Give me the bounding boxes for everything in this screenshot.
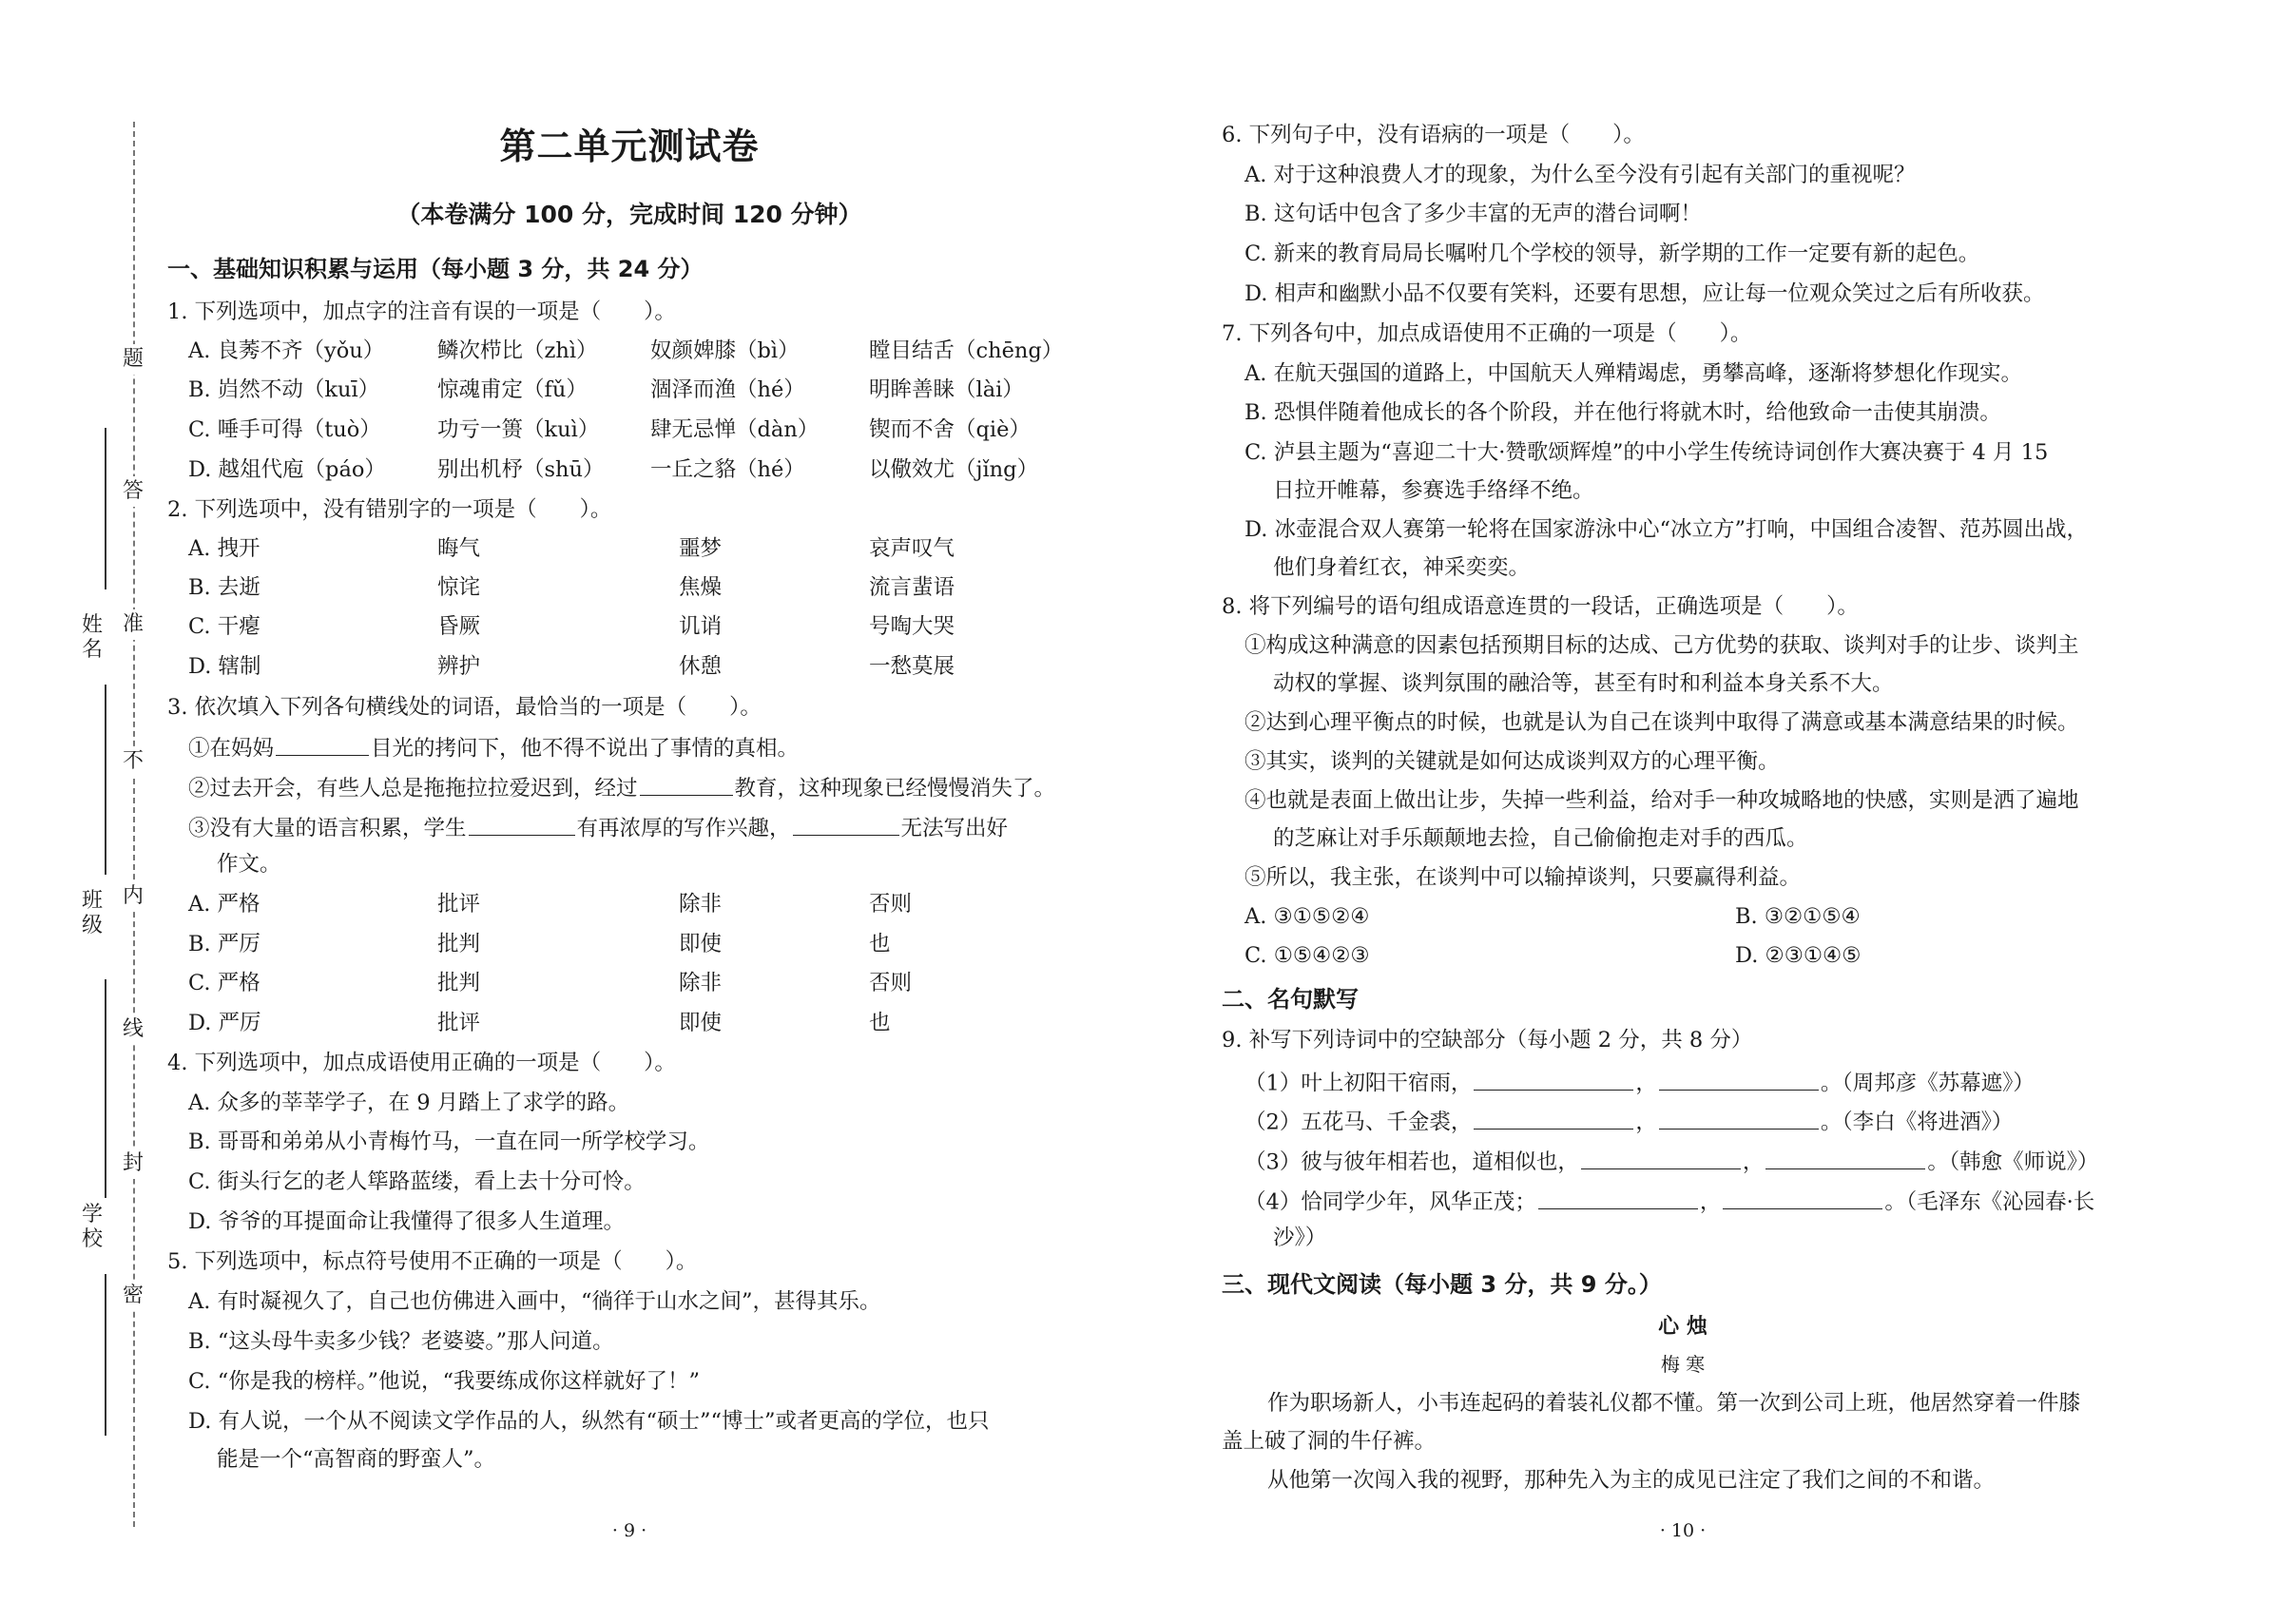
option-cell: 批评	[437, 892, 481, 917]
option-cell: A. 拽开	[188, 536, 260, 561]
sentence-text: 目光的拷问下，他不得不说出了事情的真相。	[371, 736, 800, 762]
option-cell: 瞠目结舌（chēng）	[869, 338, 1064, 363]
q3-stem: 3. 依次填入下列各句横线处的词语，最恰当的一项是（ ）。	[167, 695, 762, 720]
seal-char: 密	[118, 1281, 148, 1311]
option-cell: 别出机杼（shū）	[437, 457, 605, 482]
option-cell: 否则	[869, 971, 913, 995]
sentence-text: 教育，这种现象已经慢慢消失了。	[734, 776, 1056, 801]
option-cell: D. 越俎代庖（páo）	[188, 457, 386, 482]
option-cell: C. 唾手可得（tuò）	[188, 417, 381, 442]
passage-author: 梅 寒	[1660, 1353, 1706, 1376]
option-cell: 晦气	[437, 536, 481, 561]
section-2-heading: 二、名句默写	[1222, 986, 1359, 1013]
option-cell: 休憩	[679, 654, 723, 679]
poem-source: 。（毛泽东《沁园春·长	[1884, 1189, 2095, 1215]
q3-sentence-3-cont: 作文。	[217, 852, 281, 877]
q7-option-cont: 日拉开帷幕，参赛选手络绎不绝。	[1273, 478, 1594, 503]
label-text: 学校	[81, 1203, 103, 1251]
option-cell: C. 干瘪	[188, 614, 260, 639]
q3-sentence-3	[188, 812, 1008, 843]
poem-text: （3）彼与彼年相若也，道相似也，	[1244, 1149, 1579, 1175]
fill-blank[interactable]	[793, 812, 899, 836]
q8-sentence: ②达到心理平衡点的时候，也就是认为自己在谈判中取得了满意或基本满意结果的时候。	[1244, 710, 2079, 735]
option-cell: 噩梦	[679, 536, 723, 561]
fill-blank[interactable]	[469, 812, 575, 836]
q5-option: C. “你是我的榜样。”他说，“我要练成你这样就好了！”	[188, 1369, 700, 1394]
option-cell: 一丘之貉（hé）	[650, 457, 805, 482]
option-cell: 讥诮	[679, 614, 723, 639]
seal-char: 不	[118, 746, 148, 777]
option-cell: 批判	[437, 971, 481, 995]
option-cell: C. 严格	[188, 971, 260, 995]
q8-sentence: ④也就是表面上做出让步，失掉一些利益，给对手一种攻城略地的快感，实则是洒了遍地	[1244, 788, 2079, 813]
option-cell: 惊诧	[437, 575, 481, 600]
q6-option: B. 这句话中包含了多少丰富的无声的潜台词啊！	[1244, 202, 1702, 226]
exam-subtitle: （本卷满分 100 分，完成时间 120 分钟）	[396, 201, 862, 228]
page-number: · 9 ·	[611, 1520, 647, 1541]
q6-option: C. 新来的教育局局长嘱咐几个学校的领导，新学期的工作一定要有新的起色。	[1244, 241, 1980, 266]
option-cell: 涸泽而渔（hé）	[650, 377, 805, 402]
option-cell: B. 严厉	[188, 932, 260, 956]
q5-option-cont: 能是一个“高智商的野蛮人”。	[217, 1447, 496, 1472]
seal-char: 题	[118, 344, 148, 375]
passage-paragraph-2: 从他第一次闯入我的视野，那种先入为主的成见已注定了我们之间的不和谐。	[1267, 1468, 1996, 1493]
option-cell: 除非	[679, 892, 723, 917]
option-cell: 哀声叹气	[869, 536, 955, 561]
q8-sentence: ③其实，谈判的关键就是如何达成谈判双方的心理平衡。	[1244, 749, 1780, 774]
q8-sentence: ①构成这种满意的因素包括预期目标的达成、己方优势的获取、谈判对手的让步、谈判主	[1244, 633, 2079, 658]
poem-source: 。（李白《将进酒》）	[1820, 1110, 2014, 1135]
class-field-line[interactable]	[105, 979, 106, 1198]
option-cell: 也	[869, 932, 891, 956]
seal-char: 线	[118, 1014, 148, 1045]
option-cell: D. 辖制	[188, 654, 261, 679]
page-9	[167, 0, 1091, 1622]
label-text: 姓名	[81, 613, 103, 662]
sentence-text: ③没有大量的语言积累，学生	[188, 816, 467, 841]
fill-blank[interactable]	[1538, 1186, 1698, 1209]
option-cell: 除非	[679, 971, 723, 995]
option-cell: 也	[869, 1011, 891, 1035]
sentence-text: 有再浓厚的写作兴趣，	[576, 816, 791, 841]
option-cell: 焦燥	[679, 575, 723, 600]
q8-stem: 8. 将下列编号的语句组成语意连贯的一段话，正确选项是（ ）。	[1222, 594, 1859, 619]
option-cell: 锲而不舍（qiè）	[869, 417, 1031, 442]
fill-blank[interactable]	[1659, 1067, 1819, 1091]
q6-option: A. 对于这种浪费人才的现象，为什么至今没有引起有关部门的重视呢？	[1244, 163, 1916, 187]
passage-title: 心 烛	[1658, 1315, 1708, 1339]
name-field-line-lower[interactable]	[105, 685, 106, 875]
q9-line-4: （4）恰同学少年，风华正茂； ， 。（毛泽东《沁园春·长	[1244, 1186, 2094, 1217]
poem-text: （2）五花马、千金裘，	[1244, 1110, 1473, 1135]
q4-stem: 4. 下列选项中，加点成语使用正确的一项是（ ）。	[167, 1051, 676, 1075]
option-cell: 一愁莫展	[869, 654, 955, 679]
fill-blank[interactable]	[1474, 1106, 1633, 1130]
option-cell: B. 去逝	[188, 575, 260, 600]
q1-stem: 1. 下列选项中，加点字的注音有误的一项是（ ）。	[167, 299, 676, 324]
q8-sentence: ⑤所以，我主张，在谈判中可以输掉谈判，只要赢得利益。	[1244, 865, 1802, 890]
fill-blank[interactable]	[1723, 1186, 1882, 1209]
q9-line-4-cont: 沙》）	[1273, 1226, 1327, 1250]
option-cell: 鳞次栉比（zhì）	[437, 338, 598, 363]
page-number: · 10 ·	[1659, 1520, 1707, 1541]
option-cell: D. ②③①④⑤	[1735, 943, 1862, 968]
option-cell: 即使	[679, 1011, 723, 1035]
option-cell: C. ①⑤④②③	[1244, 943, 1370, 968]
fill-blank[interactable]	[640, 772, 733, 796]
option-cell: A. 严格	[188, 892, 260, 917]
q7-option-cont: 他们身着红衣，神采奕奕。	[1273, 555, 1531, 580]
q7-stem: 7. 下列各句中，加点成语使用不正确的一项是（ ）。	[1222, 321, 1752, 346]
fill-blank[interactable]	[1765, 1146, 1925, 1169]
option-cell: B. ③②①⑤④	[1735, 904, 1861, 929]
q7-option: C. 泸县主题为“喜迎二十大·赞歌颂辉煌”的中小学生传统诗词创作大赛决赛于 4 月 15	[1244, 440, 2049, 465]
option-cell: 否则	[869, 892, 913, 917]
option-cell: 明眸善睐（lài）	[869, 377, 1024, 402]
school-field-label	[78, 1203, 106, 1252]
q7-option: D. 冰壶混合双人赛第一轮将在国家游泳中心“冰立方”打响，中国组合凌智、范苏圆出战，	[1244, 517, 2089, 542]
option-cell: 流言蜚语	[869, 575, 955, 600]
passage-paragraph-1: 作为职场新人，小韦连起码的着装礼仪都不懂。第一次到公司上班，他居然穿着一件膝	[1267, 1391, 2081, 1416]
q5-option: D. 有人说，一个从不阅读文学作品的人，纵然有“硕士”“博士”或者更高的学位，也只	[188, 1409, 990, 1434]
label-text: 班级	[81, 889, 103, 937]
q5-option: A. 有时凝视久了，自己也仿佛进入画中，“徜徉于山水之间”，甚得其乐。	[188, 1289, 881, 1314]
name-field-line[interactable]	[105, 428, 106, 589]
option-cell: 即使	[679, 932, 723, 956]
page-10	[1222, 0, 2144, 1622]
seal-char: 准	[118, 609, 148, 640]
q4-option: A. 众多的莘莘学子，在 9 月踏上了求学的路。	[188, 1091, 630, 1115]
sentence-text: ①在妈妈	[188, 736, 275, 762]
q9-line-2: （2）五花马、千金裘， ， 。（李白《将进酒》）	[1244, 1106, 2013, 1137]
q2-stem: 2. 下列选项中，没有错别字的一项是（ ）。	[167, 497, 612, 522]
q7-option: B. 恐惧伴随着他成长的各个阶段，并在他行将就木时，给他致命一击使其崩溃。	[1244, 400, 2001, 425]
q4-option: B. 哥哥和弟弟从小青梅竹马，一直在同一所学校学习。	[188, 1130, 710, 1154]
option-cell: 批判	[437, 932, 481, 956]
class-field-label	[78, 889, 106, 938]
name-field-label	[78, 613, 106, 663]
binding-dashed-line	[133, 122, 135, 1527]
q6-option: D. 相声和幽默小品不仅要有笑料，还要有思想，应让每一位观众笑过之后有所收获。	[1244, 281, 2045, 306]
option-cell: 以儆效尤（jǐng）	[869, 457, 1039, 482]
q3-sentence-2	[188, 772, 1055, 803]
option-cell: 奴颜婢膝（bì）	[650, 338, 800, 363]
school-field-line[interactable]	[105, 1274, 106, 1436]
fill-blank[interactable]	[1581, 1146, 1741, 1169]
poem-text: （1）叶上初阳干宿雨，	[1244, 1071, 1473, 1096]
q9-line-1: （1）叶上初阳干宿雨， ， 。（周邦彦《苏幕遮》）	[1244, 1067, 2035, 1098]
option-cell: A. ③①⑤②④	[1244, 904, 1370, 929]
option-cell: 肆无忌惮（dàn）	[650, 417, 820, 442]
option-cell: 昏厥	[437, 614, 481, 639]
passage-paragraph-1-cont: 盖上破了洞的牛仔裤。	[1222, 1429, 1437, 1454]
q9-stem: 9. 补写下列诗词中的空缺部分（每小题 2 分，共 8 分）	[1222, 1028, 1753, 1052]
exam-title: 第二单元测试卷	[499, 126, 760, 167]
sentence-text: 无法写出好	[900, 816, 1009, 841]
seal-char: 答	[118, 476, 148, 507]
q6-stem: 6. 下列句子中，没有语病的一项是（ ）。	[1222, 123, 1645, 147]
q7-option: A. 在航天强国的道路上，中国航天人殚精竭虑，勇攀高峰，逐渐将梦想化作现实。	[1244, 361, 2023, 386]
q3-sentence-1	[188, 732, 799, 763]
q4-option: D. 爷爷的耳提面命让我懂得了很多人生道理。	[188, 1209, 626, 1234]
option-cell: D. 严厉	[188, 1011, 261, 1035]
option-cell: 功亏一篑（kuì）	[437, 417, 600, 442]
fill-blank[interactable]	[276, 732, 369, 756]
seal-char: 封	[118, 1149, 148, 1179]
q8-sentence-cont: 动权的掌握、谈判氛围的融洽等，甚至有时和利益本身关系不大。	[1273, 671, 1894, 696]
q4-option: C. 街头行乞的老人筚路蓝缕，看上去十分可怜。	[188, 1169, 646, 1194]
fill-blank[interactable]	[1474, 1067, 1633, 1091]
poem-source: 。（韩愈《师说》）	[1927, 1149, 2099, 1175]
section-1-heading: 一、基础知识积累与运用（每小题 3 分，共 24 分）	[167, 256, 704, 282]
option-cell: B. 岿然不动（kuī）	[188, 377, 380, 402]
poem-text: （4）恰同学少年，风华正茂；	[1244, 1189, 1536, 1215]
option-cell: A. 良莠不齐（yǒu）	[188, 338, 385, 363]
q9-line-3: （3）彼与彼年相若也，道相似也， ， 。（韩愈《师说》）	[1244, 1146, 2098, 1177]
q5-stem: 5. 下列选项中，标点符号使用不正确的一项是（ ）。	[167, 1249, 698, 1274]
seal-char: 内	[118, 881, 148, 912]
option-cell: 号啕大哭	[869, 614, 955, 639]
sentence-text: ②过去开会，有些人总是拖拖拉拉爱迟到，经过	[188, 776, 638, 801]
option-cell: 辨护	[437, 654, 481, 679]
option-cell: 批评	[437, 1011, 481, 1035]
fill-blank[interactable]	[1659, 1106, 1819, 1130]
option-cell: 惊魂甫定（fǔ）	[437, 377, 588, 402]
poem-source: 。（周邦彦《苏幕遮》）	[1820, 1071, 2035, 1096]
q8-sentence-cont: 的芝麻让对手乐颠颠地去捡，自己偷偷抱走对手的西瓜。	[1273, 826, 1808, 851]
q5-option: B. “这头母牛卖多少钱？老婆婆。”那人问道。	[188, 1329, 614, 1354]
section-3-heading: 三、现代文阅读（每小题 3 分，共 9 分。）	[1222, 1271, 1662, 1298]
